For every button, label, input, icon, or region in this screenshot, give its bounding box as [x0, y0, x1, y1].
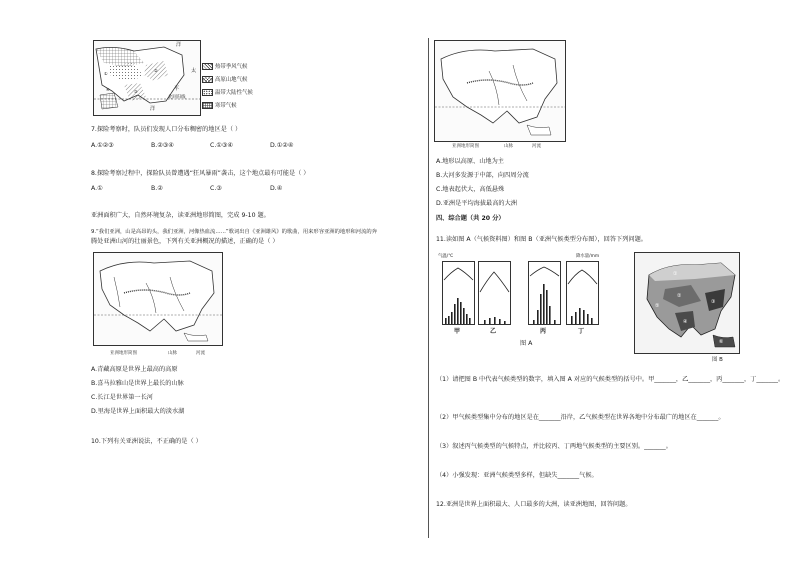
asia-terrain-drawing — [94, 253, 222, 345]
q10-stem: 10.下列有关亚洲说法，不正确的是（ ） — [91, 438, 202, 445]
q11-sub1[interactable]: （1）请把图 B 中代表气候类型的数字，填入图 A 对应的气候类型的括号中。甲_______，乙_______，丙_______，丁_______。 — [436, 376, 785, 383]
q7-stem: 7.探险考察时，队员们发现人口分布稠密的地区是（ ） — [91, 126, 242, 133]
chart-label-yi: 乙 — [490, 328, 497, 335]
q7-option-b[interactable]: B.②③④ — [151, 142, 174, 149]
q7-option-a[interactable]: A.①②③ — [91, 142, 114, 149]
figure-b-asia-climate-map — [634, 252, 740, 354]
svg-text:①: ① — [673, 271, 678, 277]
q12-stem: 12.亚洲是世界上面积最大、人口最多的大洲，读亚洲地图，回答问题。 — [436, 501, 632, 508]
svg-text:③: ③ — [711, 299, 716, 305]
q9-option-c[interactable]: C.长江是世界第一长河 — [91, 394, 153, 401]
svg-text:②: ② — [154, 68, 158, 73]
q10-option-a[interactable]: A.地形以高原、山地为主 — [436, 158, 504, 165]
climate-chart-yi — [478, 261, 511, 325]
svg-text:③: ③ — [134, 89, 138, 94]
map-legend-left-river: 河流 — [196, 351, 205, 356]
legend-item-polar: 寒带气候 — [202, 101, 237, 109]
asia-terrain-map-left — [93, 252, 223, 346]
q10-option-c[interactable]: C.地表起伏大，高低悬殊 — [436, 186, 505, 193]
q9-stem-line2: 腾处亚洲山河的壮丽景色，下列有关亚洲概况的描述，正确的是（ ） — [91, 238, 279, 245]
map-label-yang: 洋 — [150, 106, 156, 112]
legend-item-temperate-continental: 温带大陆性气候 — [202, 88, 253, 96]
precip-axis-label: 降水量/mm — [576, 254, 600, 259]
q8-option-a[interactable]: A.① — [91, 185, 103, 192]
temp-axis-label: 气温/℃ — [438, 254, 454, 259]
legend-swatch — [202, 76, 213, 83]
q8-option-b[interactable]: B.② — [151, 185, 163, 192]
map-label-ocean: 洋 — [176, 42, 182, 48]
q7-option-c[interactable]: C.①③④ — [210, 142, 233, 149]
svg-text:⑤: ⑤ — [655, 303, 660, 309]
q11-sub4[interactable]: （4）小强发现：亚洲气候类型多样，但缺失_______气候。 — [436, 472, 598, 479]
figure-a-caption: 图 A — [520, 340, 533, 347]
asia-terrain-drawing-right — [435, 41, 565, 141]
map-label-tai: 太 — [191, 68, 197, 74]
legend-swatch — [202, 63, 213, 70]
section-4-heading: 四、综合题（共 20 分） — [436, 215, 505, 222]
svg-text:④: ④ — [683, 319, 688, 325]
svg-text:①: ① — [104, 71, 108, 76]
q9-option-a[interactable]: A.青藏高原是世界上最高的高原 — [91, 366, 178, 373]
map-label-ping: 平 — [174, 86, 180, 92]
asia-climate-drawing — [635, 253, 739, 353]
climate-map-figure — [93, 40, 201, 116]
map-label-north-tropic: 北回归线 — [168, 95, 186, 100]
svg-text:⑥: ⑥ — [719, 339, 724, 345]
climate-map-drawing — [94, 41, 200, 115]
q9-option-b[interactable]: B.喜马拉雅山是世界上最长的山脉 — [91, 380, 184, 387]
climate-chart-ding — [566, 261, 599, 325]
q8-stem: 8.探险考察过程中，探险队员曾遭遇“狂风暴雨”袭击，这个地点最有可能是（ ） — [91, 170, 310, 177]
map-caption-left: 亚洲地形简图 — [110, 351, 137, 356]
q9-option-d[interactable]: D.里海是世界上面积最大的淡水湖 — [91, 408, 185, 415]
figure-b-caption: 图 B — [712, 357, 723, 363]
map-legend-right-mountain: 山脉 — [504, 144, 513, 149]
column-divider — [428, 38, 429, 538]
map-legend-left-mountain: 山脉 — [168, 351, 177, 356]
chart-label-ding: 丁 — [578, 328, 585, 335]
q8-option-d[interactable]: D.④ — [270, 185, 283, 192]
q8-option-c[interactable]: C.③ — [210, 185, 222, 192]
q11-sub3[interactable]: （3）叙述丙气候类型的气候特点，并比较丙、丁两地气候类型的主要区别。_______。 — [436, 443, 672, 450]
q9-stem-line1: 9.“我们亚洲，山是高昂的头，我们亚洲，河像热血流……”歌词出自《亚洲雄风》的歌曲，用来形容亚洲的地形和河流的奔 — [91, 229, 377, 235]
legend-swatch — [202, 89, 213, 96]
chart-label-jia: 甲 — [454, 328, 461, 335]
q10-option-b[interactable]: B.大河多发源于中部，向四周分流 — [436, 172, 529, 179]
climate-chart-jia — [442, 261, 475, 325]
legend-item-highland: 高原山地气候 — [202, 75, 247, 83]
legend-item-tropical-monsoon: 热带季风气候 — [202, 62, 247, 70]
svg-text:②: ② — [677, 293, 682, 299]
map-legend-right-river: 河流 — [532, 144, 541, 149]
climate-chart-bing — [528, 261, 561, 325]
q11-stem: 11.读如图 A（气候资料图）和图 B（亚洲气候类型分布图），回答下列问题。 — [436, 236, 647, 243]
chart-label-bing: 丙 — [540, 328, 547, 335]
q11-sub2[interactable]: （2）甲气候类型集中分布的地区是在_______沿岸，乙气候类型在世界各地中分布最广的地区在_______。 — [436, 414, 725, 421]
q9-10-intro: 亚洲面积广大，自然环境复杂，读亚洲地形简图，完成 9-10 题。 — [91, 212, 270, 219]
q10-option-d[interactable]: D.亚洲是平均海拔最高的大洲 — [436, 200, 517, 207]
map-caption-right: 亚洲地形简图 — [452, 144, 479, 149]
asia-terrain-map-right — [434, 40, 566, 142]
q7-option-d[interactable]: D.①②④ — [270, 142, 294, 149]
svg-text:④: ④ — [106, 87, 110, 92]
legend-swatch — [202, 102, 213, 109]
